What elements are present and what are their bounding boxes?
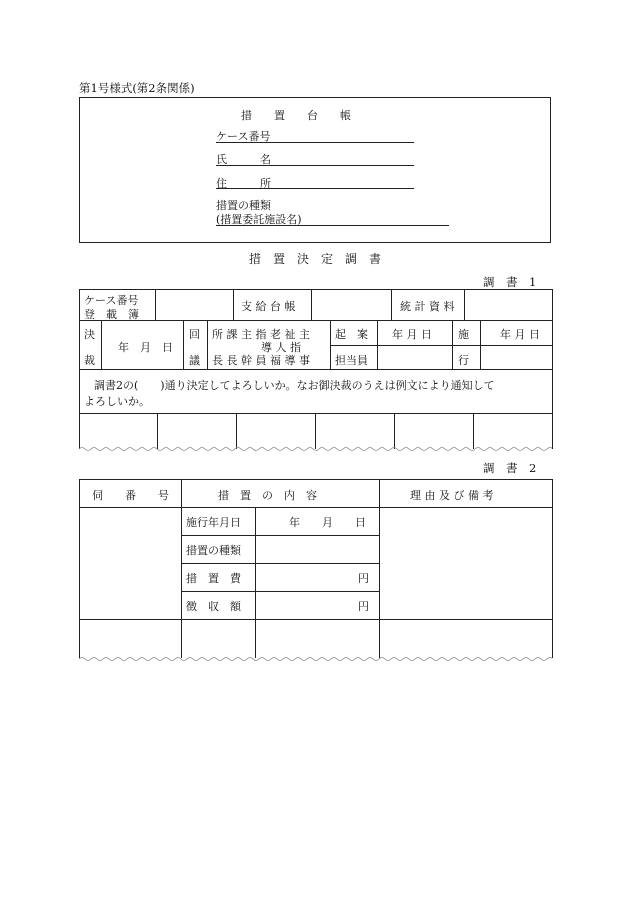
row-label-cost: 措 置 費 [186,572,241,585]
roles-mid: 導 人 指 [261,341,301,354]
shikou-top: 施 [458,328,469,341]
decision-message-line2: よろしいか。 [84,395,150,408]
row-label-type: 措置の種類 [186,544,241,557]
inquiry-no-header: 伺 番 号 [92,489,169,502]
address-line [216,188,414,189]
kian-label: 起 案 [335,328,368,341]
measure-type-label: 措置の種類 [216,199,271,212]
kaigi-top: 回 [189,328,200,341]
content-header: 措 置 の 内 容 [218,489,317,502]
case-reg-line1: ケース番号 [84,294,139,307]
row-label-date: 施行年月日 [186,516,241,529]
case-number-line [216,142,414,143]
name-line [216,165,414,166]
row-label-collect: 徴 収 額 [186,600,241,613]
reason-header: 理 由 及 び 備 考 [410,489,494,502]
sheet2-cut-line [79,656,552,662]
payment-ledger-label: 支 給 台 帳 [241,300,296,313]
row-value-collect: 円 [358,600,369,613]
kaigi-bottom: 議 [189,354,200,367]
form-label: 第1号様式(第2条関係) [79,81,195,95]
statistics-label: 統 計 資 料 [400,300,455,313]
roles-top: 所 課 主 指 老 祉 主 [212,328,310,341]
sheet1-cut-line [79,446,552,452]
facility-label: (措置委託施設名) [216,213,302,226]
roles-bottom: 長 長 幹 員 福 導 事 [212,354,310,367]
kessai-date: 年 月 日 [118,341,173,354]
sheet1-label: 調 書 1 [483,275,537,289]
facility-line [216,225,449,226]
decision-title: 措 置 決 定 調 書 [248,252,381,266]
shikou-bottom: 行 [458,354,469,367]
kessai-bottom: 裁 [84,354,95,367]
address-label: 住 所 [216,177,271,190]
kian-date: 年 月 日 [392,328,432,341]
tantou-label: 担当員 [335,354,368,367]
decision-message-line1: 調書2の( )通り決定してよろしいか。なお御決裁のうえは例文により通知して [94,379,495,392]
ledger-title: 措 置 台 帳 [241,109,351,122]
row-value-cost: 円 [358,572,369,585]
name-label: 氏 名 [216,153,271,166]
case-reg-line2: 登 載 簿 [84,308,139,321]
kessai-top: 決 [84,328,95,341]
sheet2-label: 調 書 2 [483,461,537,475]
shikou-date: 年 月 日 [500,328,540,341]
row-value-date: 年 月 日 [289,516,366,529]
case-number-label: ケース番号 [216,130,271,143]
